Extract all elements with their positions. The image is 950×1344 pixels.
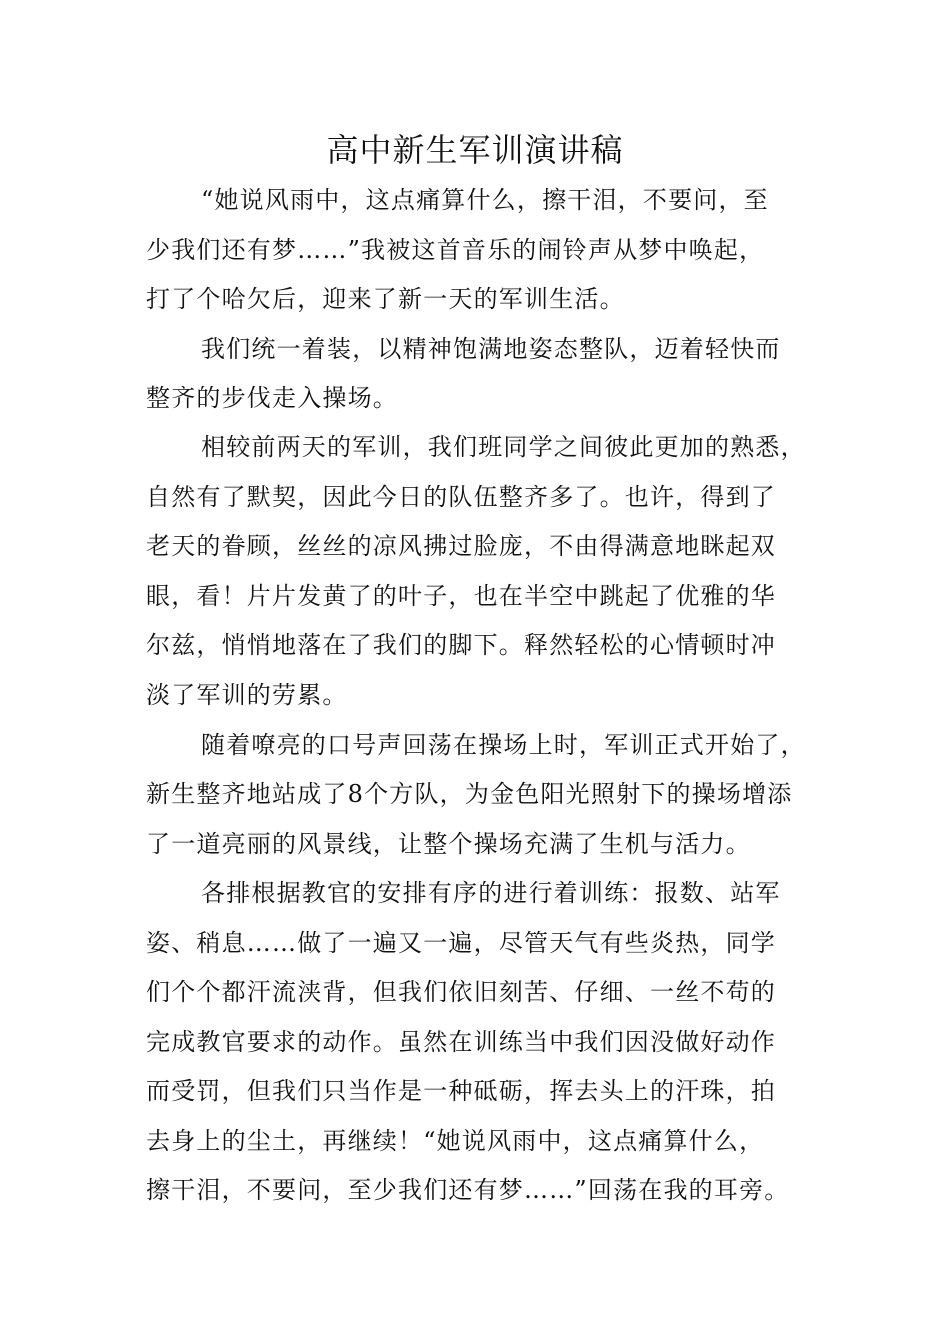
paragraph-line: 淡了军训的劳累。 xyxy=(146,681,348,709)
paragraph-line: 了一道亮丽的风景线，让整个操场充满了生机与活力。 xyxy=(146,830,751,858)
paragraph-line: “她说风雨中，这点痛算什么，擦干泪，不要问，至 xyxy=(201,186,769,214)
paragraph-line: 擦干泪，不要问，至少我们还有梦……”回荡在我的耳旁。 xyxy=(146,1176,790,1204)
paragraph-line: 我们统一着装，以精神饱满地姿态整队，迈着轻快而 xyxy=(201,335,781,363)
paragraph-line: 少我们还有梦……”我被这首音乐的闹铃声从梦中唤起， xyxy=(146,236,765,264)
paragraph-line: 相较前两天的军训，我们班同学之间彼此更加的熟悉， xyxy=(201,433,806,461)
paragraph-line: 完成教官要求的动作。虽然在训练当中我们因没做好动作 xyxy=(146,1028,776,1056)
paragraph-line: 姿、稍息……做了一遍又一遍，尽管天气有些炎热，同学 xyxy=(146,929,776,957)
paragraph-line: 整齐的步伐走入操场。 xyxy=(146,384,398,412)
paragraph-line: 去身上的尘土，再继续！“她说风雨中，这点痛算什么， xyxy=(146,1127,765,1155)
paragraph-line: 新生整齐地站成了8个方队，为金色阳光照射下的操场增添 xyxy=(146,780,793,808)
paragraph-line: 自然有了默契，因此今日的队伍整齐多了。也许，得到了 xyxy=(146,483,776,511)
paragraph-line: 老天的眷顾，丝丝的凉风拂过脸庞，不由得满意地眯起双 xyxy=(146,532,776,560)
document-title: 高中新生军训演讲稿 xyxy=(326,131,624,169)
paragraph-line: 眼，看！片片发黄了的叶子，也在半空中跳起了优雅的华 xyxy=(146,582,776,610)
paragraph-line: 各排根据教官的安排有序的进行着训练：报数、站军 xyxy=(201,879,781,907)
paragraph-line: 随着嘹亮的口号声回荡在操场上时，军训正式开始了， xyxy=(201,731,806,759)
paragraph-line: 而受罚，但我们只当作是一种砥砺，挥去头上的汗珠，拍 xyxy=(146,1077,776,1105)
paragraph-line: 尔兹，悄悄地落在了我们的脚下。释然轻松的心情顿时冲 xyxy=(146,631,776,659)
paragraph-line: 打了个哈欠后，迎来了新一天的军训生活。 xyxy=(146,285,625,313)
paragraph-line: 们个个都汗流浃背，但我们依旧刻苦、仔细、一丝不苟的 xyxy=(146,978,776,1006)
